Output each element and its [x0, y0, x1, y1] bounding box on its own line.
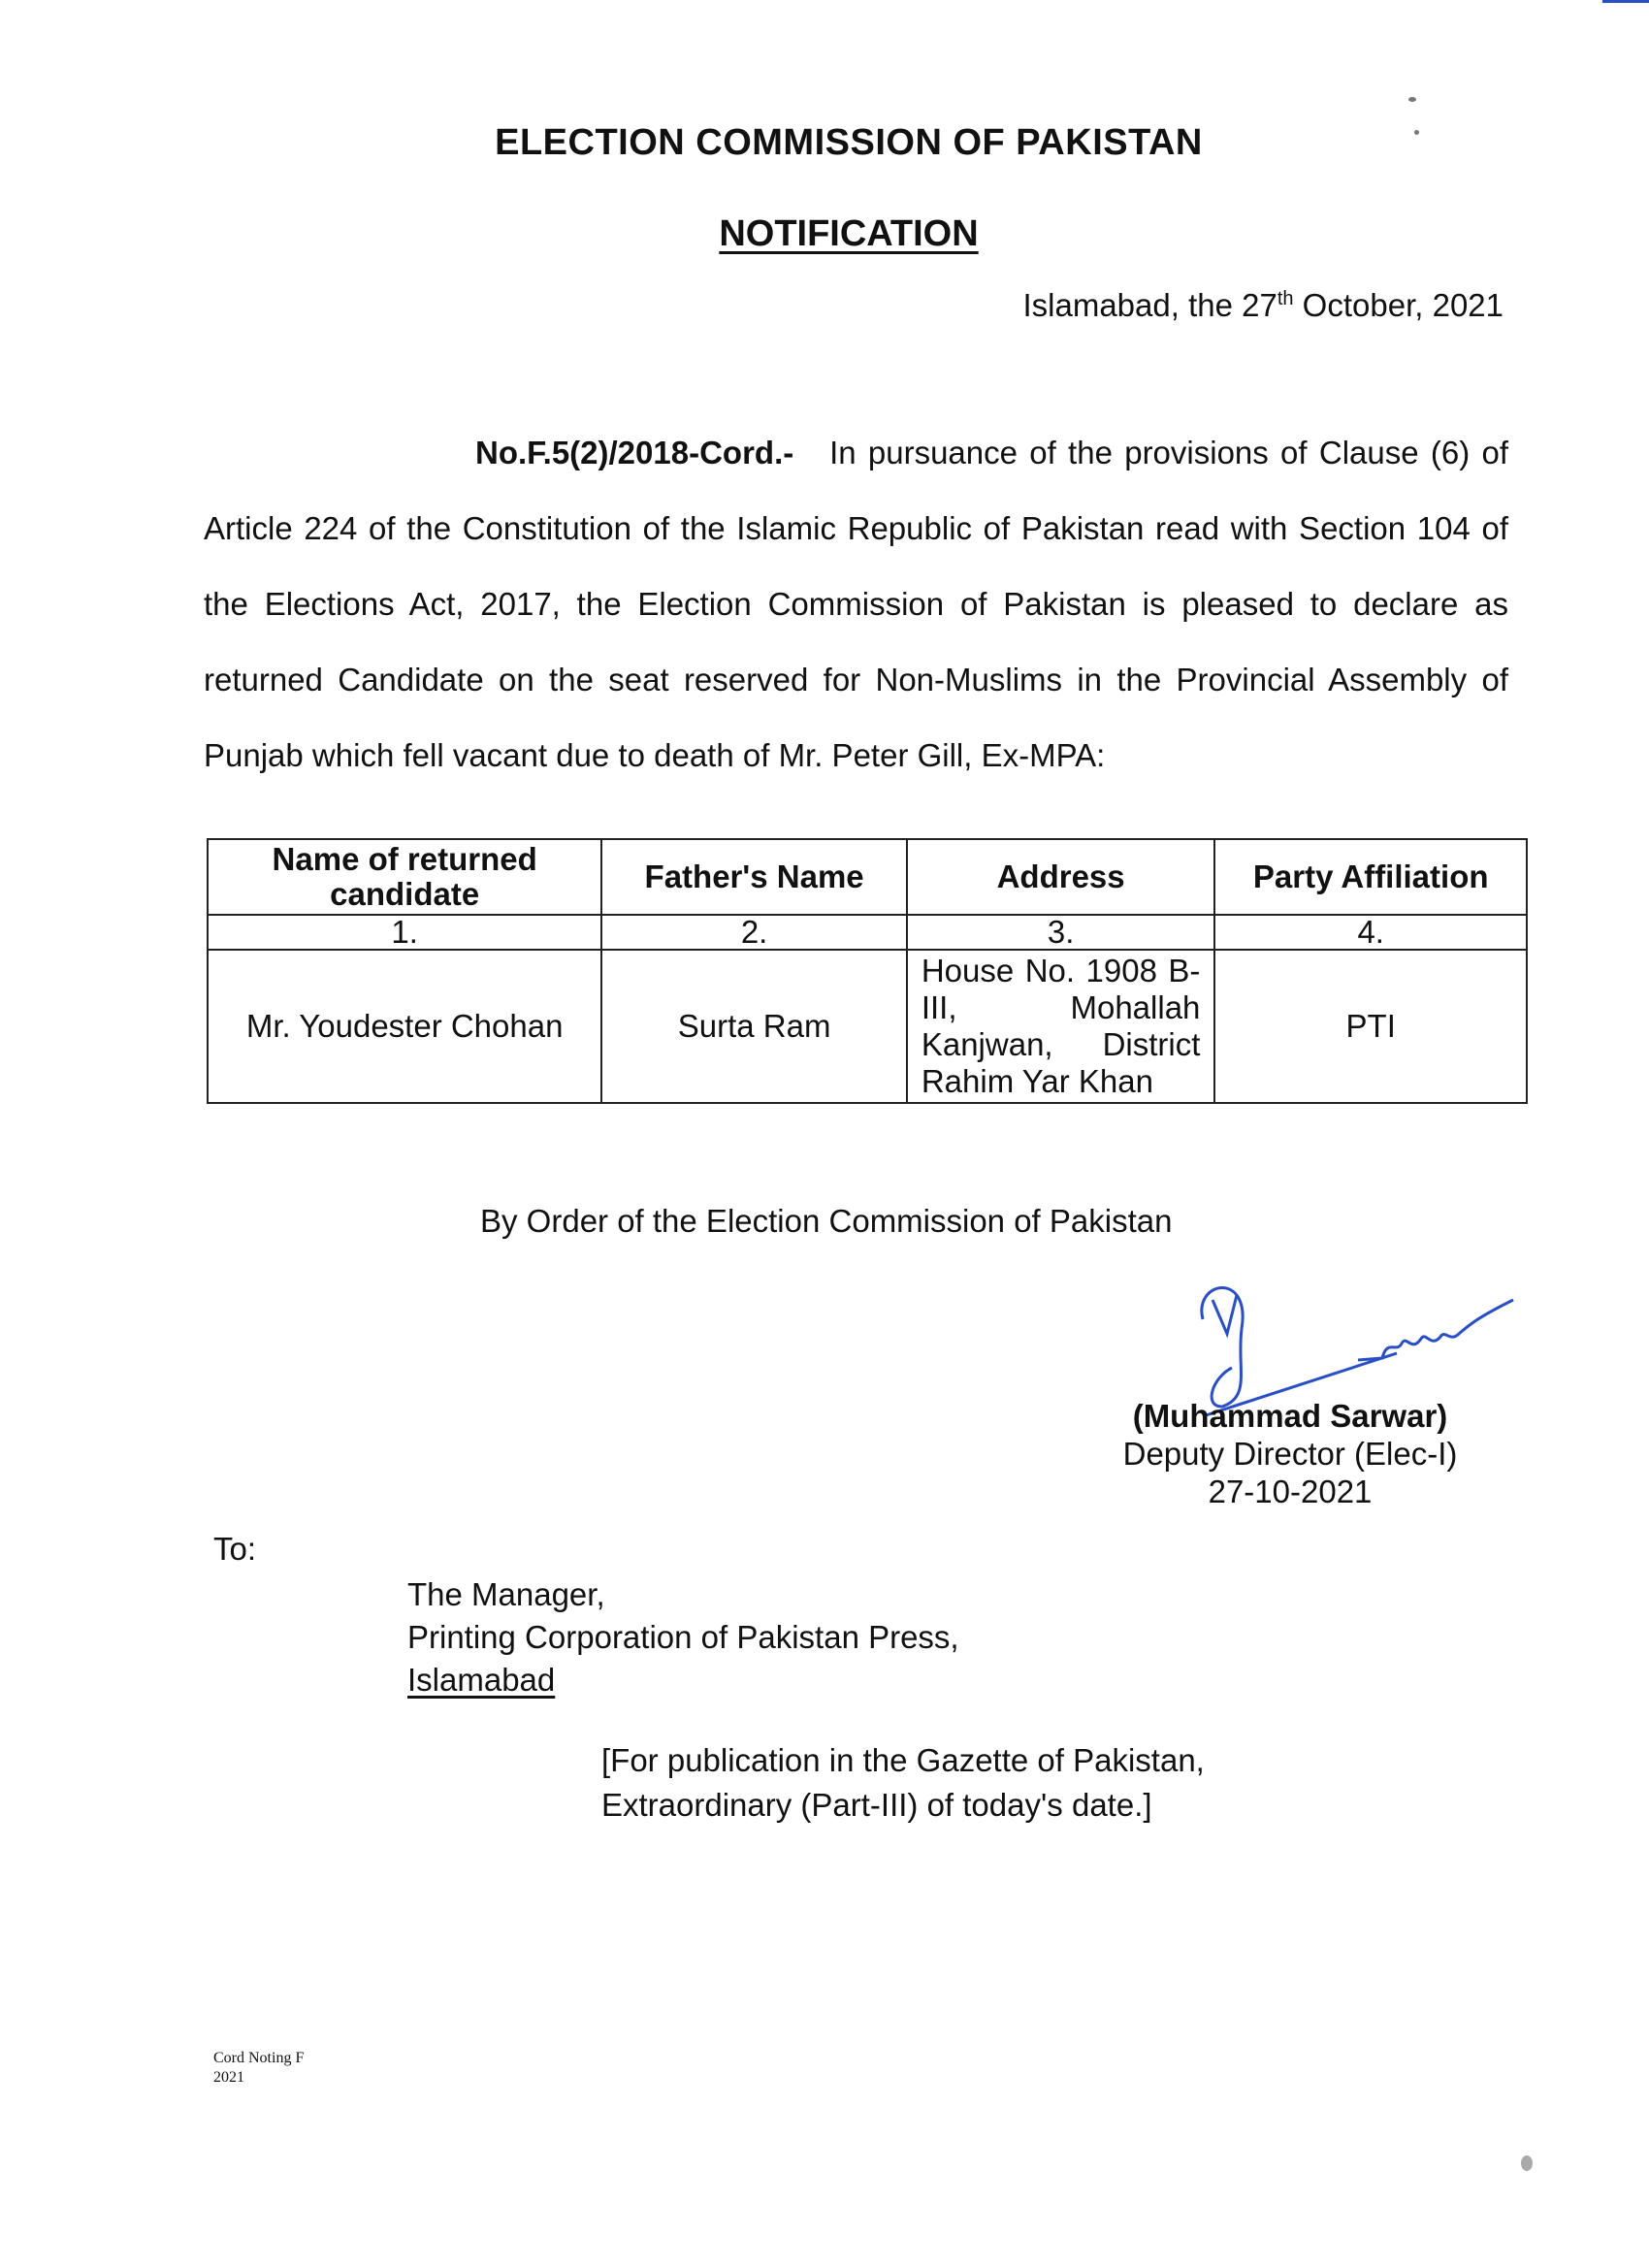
column-number: 1.: [208, 915, 601, 950]
scan-speck: [1414, 130, 1419, 135]
dateline-suffix: October, 2021: [1293, 287, 1504, 323]
body-line-3: the Elections Act, 2017, the Election Commission of Pakistan is pleased to declare as: [204, 586, 1508, 622]
organization-heading: ELECTION COMMISSION OF PAKISTAN: [495, 122, 1203, 163]
recipient-city: Islamabad: [407, 1662, 556, 1698]
father-name: Surta Ram: [601, 950, 907, 1103]
candidate-name: Mr. Youdester Chohan: [208, 950, 601, 1103]
body-paragraph: [204, 415, 1508, 794]
recipient-line-2: Printing Corporation of Pakistan Press,: [407, 1619, 959, 1655]
signatory-date: 27-10-2021: [1208, 1474, 1373, 1509]
footer-line-1: Cord Noting F: [213, 2050, 305, 2066]
scan-speck: [1408, 97, 1416, 102]
dateline-superscript: th: [1277, 288, 1294, 309]
signatory-designation: Deputy Director (Elec-I): [1122, 1436, 1458, 1472]
candidate-address: House No. 1908 B-III, Mohallah Kanjwan, District Rahim Yar Khan: [907, 950, 1215, 1103]
notification-title: NOTIFICATION: [719, 213, 979, 254]
reference-number: No.F.5(2)/2018-Cord.-: [475, 435, 794, 470]
body-line-1-text: In pursuance of the provisions of Clause (6) of: [829, 435, 1508, 470]
body-line-2: Article 224 of the Constitution of the Islamic Republic of Pakistan read with Section 104 of: [204, 510, 1508, 546]
column-number: 4.: [1214, 915, 1527, 950]
table-number-row: [208, 915, 1527, 950]
scan-edge-mark: [1602, 0, 1649, 3]
body-line-4: returned Candidate on the seat reserved for Non-Muslims in the Provincial Assembly of: [204, 662, 1508, 697]
publication-note: [601, 1738, 1205, 1828]
dateline-prefix: Islamabad, the 27: [1022, 287, 1277, 323]
table-header-row: [208, 839, 1527, 915]
scan-speck: [1521, 2155, 1533, 2171]
recipient-address: [407, 1573, 959, 1701]
recipient-line-1: The Manager,: [407, 1576, 605, 1612]
body-line-5: Punjab which fell vacant due to death of Mr. Peter Gill, Ex-MPA:: [204, 737, 1106, 773]
header-address: Address: [907, 839, 1215, 915]
to-label: To:: [213, 1531, 257, 1567]
dateline: [1022, 287, 1504, 324]
signatory-name: (Muhammad Sarwar): [1132, 1398, 1448, 1434]
column-number: 2.: [601, 915, 907, 950]
column-number: 3.: [907, 915, 1215, 950]
footer-line-2: 2021: [213, 2069, 244, 2086]
party-affiliation: PTI: [1214, 950, 1527, 1103]
table-row: [208, 950, 1527, 1103]
header-father: Father's Name: [601, 839, 907, 915]
footer-reference: [213, 2049, 304, 2088]
returned-candidate-table: [207, 838, 1528, 1104]
signatory-block: [1048, 1397, 1533, 1510]
header-party: Party Affiliation: [1214, 839, 1527, 915]
publication-note-line-1: [For publication in the Gazette of Pakistan,: [601, 1742, 1205, 1778]
order-line: By Order of the Election Commission of Pakistan: [480, 1203, 1173, 1239]
body-line-1: [204, 415, 1508, 491]
publication-note-line-2: Extraordinary (Part-III) of today's date.]: [601, 1787, 1152, 1823]
header-name: Name of returned candidate: [208, 839, 601, 915]
